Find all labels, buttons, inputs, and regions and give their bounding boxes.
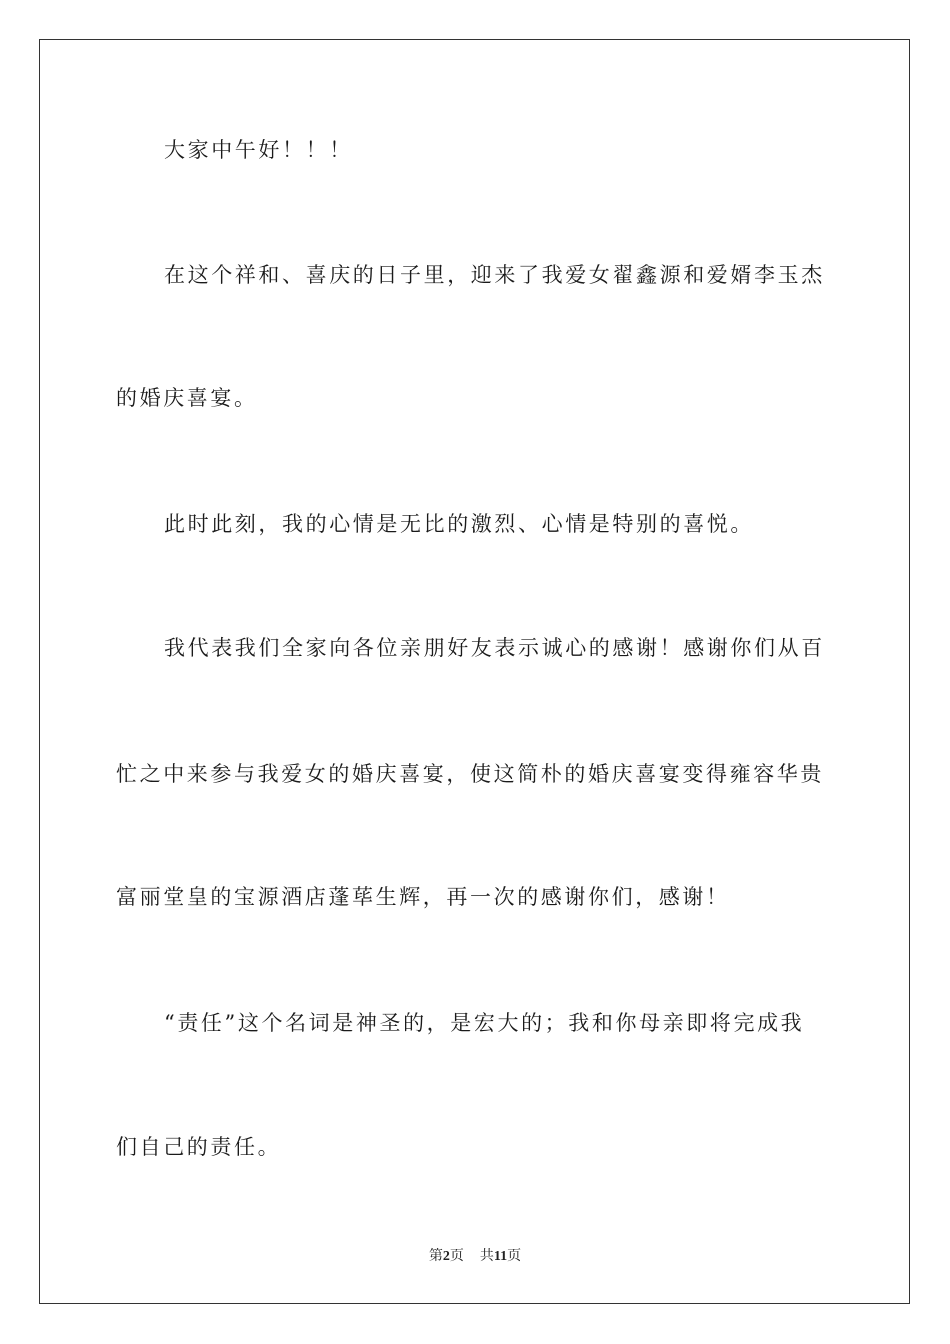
footer-page-suffix: 页 <box>449 1249 464 1264</box>
footer-total-prefix: 共 <box>479 1249 494 1264</box>
text-line-6: 忙之中来参与我爱女的婚庆喜宴，使这简朴的婚庆喜宴变得雍容华贵 <box>116 762 824 786</box>
text-line-3: 的婚庆喜宴。 <box>116 386 258 410</box>
footer-page-number: 2 <box>442 1249 450 1264</box>
footer-total-number: 11 <box>493 1249 508 1264</box>
text-line-8: “责任”这个名词是神圣的，是宏大的；我和你母亲即将完成我 <box>164 1011 805 1035</box>
text-line-9: 们自己的责任。 <box>116 1135 282 1159</box>
footer-page-prefix: 第 <box>428 1249 443 1264</box>
text-line-5: 我代表我们全家向各位亲朋好友表示诚心的感谢！感谢你们从百 <box>164 636 825 660</box>
text-line-4: 此时此刻，我的心情是无比的激烈、心情是特别的喜悦。 <box>164 512 754 536</box>
text-line-1: 大家中午好！！！ <box>164 138 353 162</box>
text-line-2: 在这个祥和、喜庆的日子里，迎来了我爱女翟鑫源和爱婿李玉杰 <box>164 263 825 287</box>
text-line-7: 富丽堂皇的宝源酒店蓬荜生辉，再一次的感谢你们，感谢！ <box>116 885 730 909</box>
footer-total-suffix: 页 <box>507 1249 522 1264</box>
page-frame <box>39 39 910 1304</box>
page-footer <box>0 1247 950 1267</box>
